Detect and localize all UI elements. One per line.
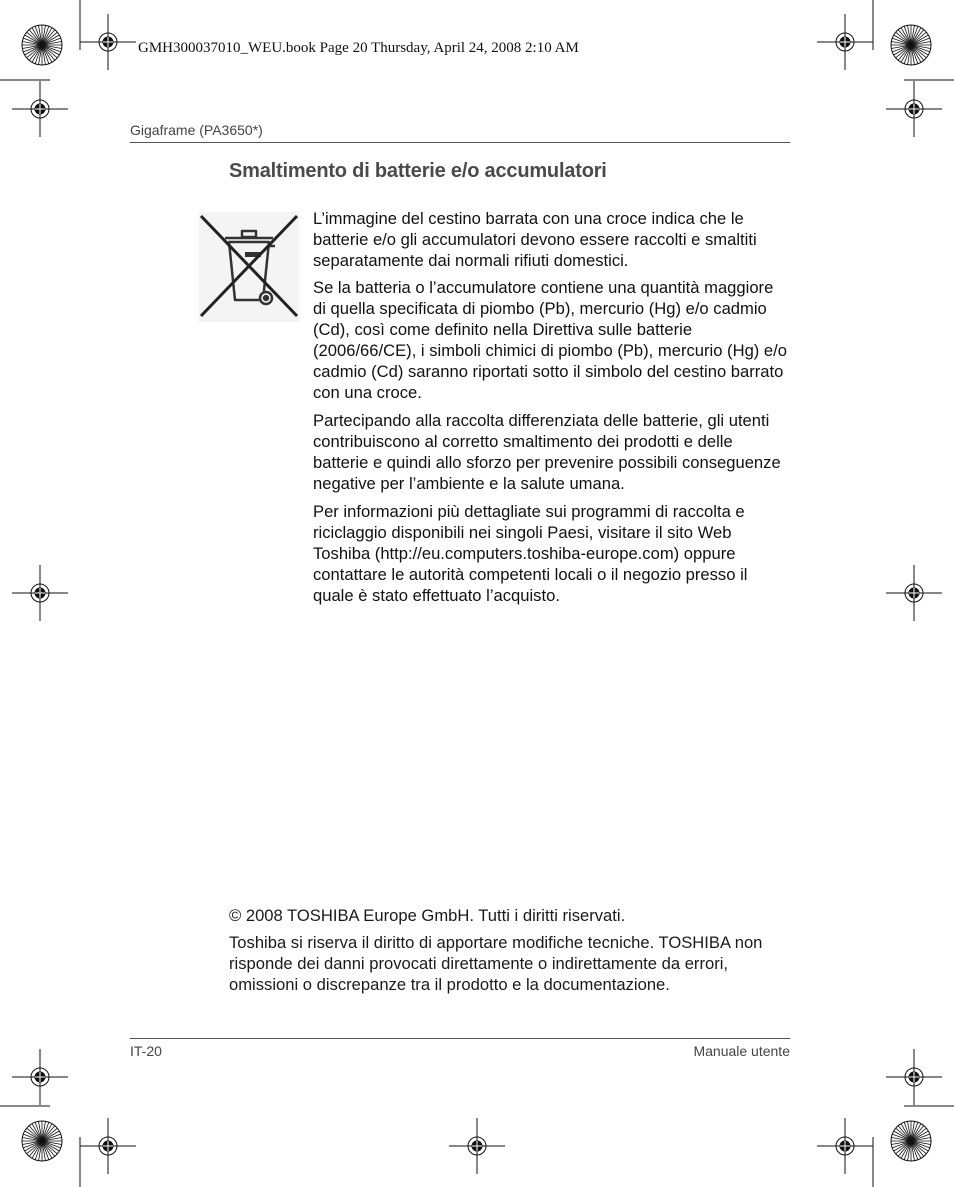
manual-title: Manuale utente	[693, 1043, 790, 1059]
copyright-notice: © 2008 TOSHIBA Europe GmbH. Tutti i diritti riservati.	[229, 906, 626, 925]
running-head: Gigaframe (PA3650*)	[130, 122, 263, 138]
paragraph-bin-meaning: L’immagine del cestino barrata con una croce indica che le batterie e/o gli accumulatori devono essere raccolti e smaltiti separatamente dai normali rifiuti domestici.	[313, 209, 757, 270]
footer-rule	[130, 1038, 790, 1039]
paragraph-chemical-symbols: Se la batteria o l’accumulatore contiene una quantità maggiore di quella specificata di piombo (Pb), mercurio (Hg) e/o cadmio (Cd), così come definito nella Direttiva sulle batterie (2006/66/CE), i simboli chimici di piombo (Pb), mercurio (Hg) e/o cadmio (Cd) saranno riportati sotto il simbolo del cestino barrato con una croce.	[313, 278, 787, 402]
page-number: IT-20	[130, 1043, 162, 1059]
crossed-out-wheeled-bin-icon	[199, 212, 299, 322]
header-rule	[130, 142, 790, 143]
paragraph-separate-collection: Partecipando alla raccolta differenziata delle batterie, gli utenti contribuiscono al corretto smaltimento dei prodotti e delle batterie e quindi allo sforzo per prevenire possibili conseguenze negative per l’ambiente e la salute umana.	[313, 411, 781, 493]
paragraph-more-information: Per informazioni più dettagliate sui programmi di raccolta e riciclaggio disponibili nei singoli Paesi, visitare il sito Web Toshiba (http://eu.computers.toshiba-europe.com) oppure contattare le autorità competenti locali o il negozio presso il quale è stato effettuato l’acquisto.	[313, 502, 748, 605]
section-heading: Smaltimento di batterie e/o accumulatori	[229, 160, 607, 182]
disclaimer-text: Toshiba si riserva il diritto di apportare modifiche tecniche. TOSHIBA non risponde dei danni provocati direttamente o indirettamente da errori, omissioni o discrepanze tra il prodotto e la documentazione.	[229, 933, 763, 994]
slug-line: GMH300037010_WEU.book Page 20 Thursday, April 24, 2008 2:10 AM	[138, 40, 579, 56]
